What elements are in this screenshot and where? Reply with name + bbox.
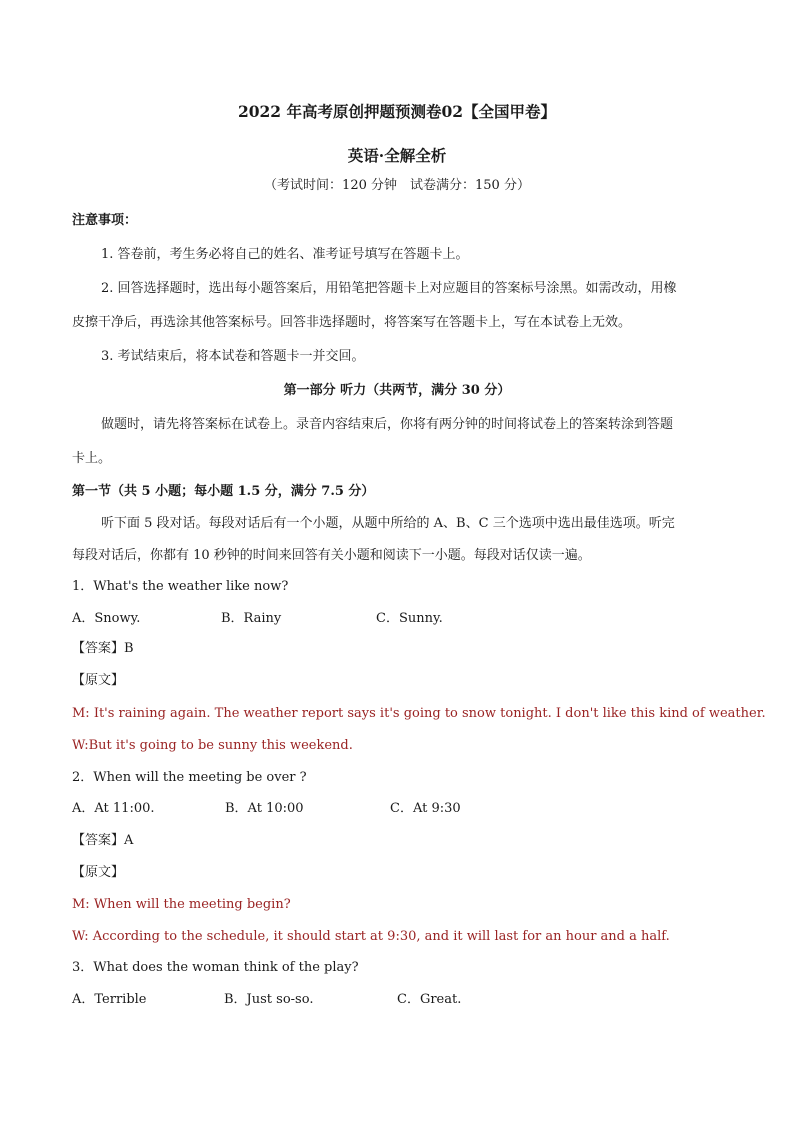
notice-item-2-line-1: 2. 回答选择题时，选出每小题答案后，用铅笔把答题卡上对应题目的答案标号涂黑。如需改动，用橡	[101, 281, 677, 296]
section1-intro-line-2: 每段对话后，你都有 10 秒钟的时间来回答有关小题和阅读下一小题。每段对话仅读一遍。	[72, 548, 591, 563]
question-1-stem: 1．What's the weather like now?	[72, 579, 289, 594]
question-1-option-a: A．Snowy.	[72, 611, 141, 626]
notice-item-2-line-2: 皮擦干净后，再选涂其他答案标号。回答非选择题时，将答案写在答题卡上，写在本试卷上无效。	[72, 315, 632, 330]
question-2-script-line-1: M: When will the meeting begin?	[72, 897, 291, 912]
exam-info: （考试时间：120 分钟 试卷满分：150 分）	[264, 178, 530, 193]
part1-intro-line-2: 卡上。	[72, 451, 112, 466]
question-3-option-c: C．Great.	[397, 992, 462, 1007]
question-1-option-b: B．Rainy	[221, 611, 282, 626]
section1-intro-line-1: 听下面 5 段对话。每段对话后有一个小题，从题中所给的 A、B、C 三个选项中选出最佳选项。听完	[101, 516, 675, 531]
question-1-script-line-2: W:But it's going to be sunny this weekend.	[72, 738, 353, 753]
question-2-script-line-2: W: According to the schedule, it should start at 9:30, and it will last for an hour and a half.	[72, 929, 670, 944]
notice-heading: 注意事项：	[72, 213, 138, 228]
question-1-answer: 【答案】B	[72, 641, 134, 656]
question-2-script-label: 【原文】	[72, 865, 125, 880]
notice-item-3: 3. 考试结束后，将本试卷和答题卡一并交回。	[101, 349, 365, 364]
section1-heading: 第一节（共 5 小题；每小题 1.5 分，满分 7.5 分）	[72, 484, 375, 499]
question-2-option-c: C．At 9:30	[390, 801, 461, 816]
part1-heading: 第一部分 听力（共两节，满分 30 分）	[283, 383, 511, 398]
question-1-option-c: C．Sunny.	[376, 611, 443, 626]
question-1-script-line-1: M: It's raining again. The weather report says it's going to snow tonight. I don't like this kind of weather.	[72, 706, 766, 721]
question-2-stem: 2．When will the meeting be over ?	[72, 770, 307, 785]
question-1-script-label: 【原文】	[72, 673, 125, 688]
question-2-answer: 【答案】A	[72, 833, 134, 848]
question-2-option-a: A．At 11:00.	[72, 801, 155, 816]
page-title: 2022 年高考原创押题预测卷02【全国甲卷】	[237, 102, 557, 121]
part1-intro-line-1: 做题时，请先将答案标在试卷上。录音内容结束后，你将有两分钟的时间将试卷上的答案转涂到答题	[101, 417, 674, 432]
question-2-option-b: B．At 10:00	[225, 801, 304, 816]
question-3-stem: 3．What does the woman think of the play?	[72, 960, 359, 975]
question-3-option-a: A．Terrible	[72, 992, 147, 1007]
page-subtitle: 英语·全解全析	[347, 146, 447, 165]
notice-item-1: 1. 答卷前，考生务必将自己的姓名、准考证号填写在答题卡上。	[101, 247, 469, 262]
question-3-option-b: B．Just so-so.	[224, 992, 314, 1007]
